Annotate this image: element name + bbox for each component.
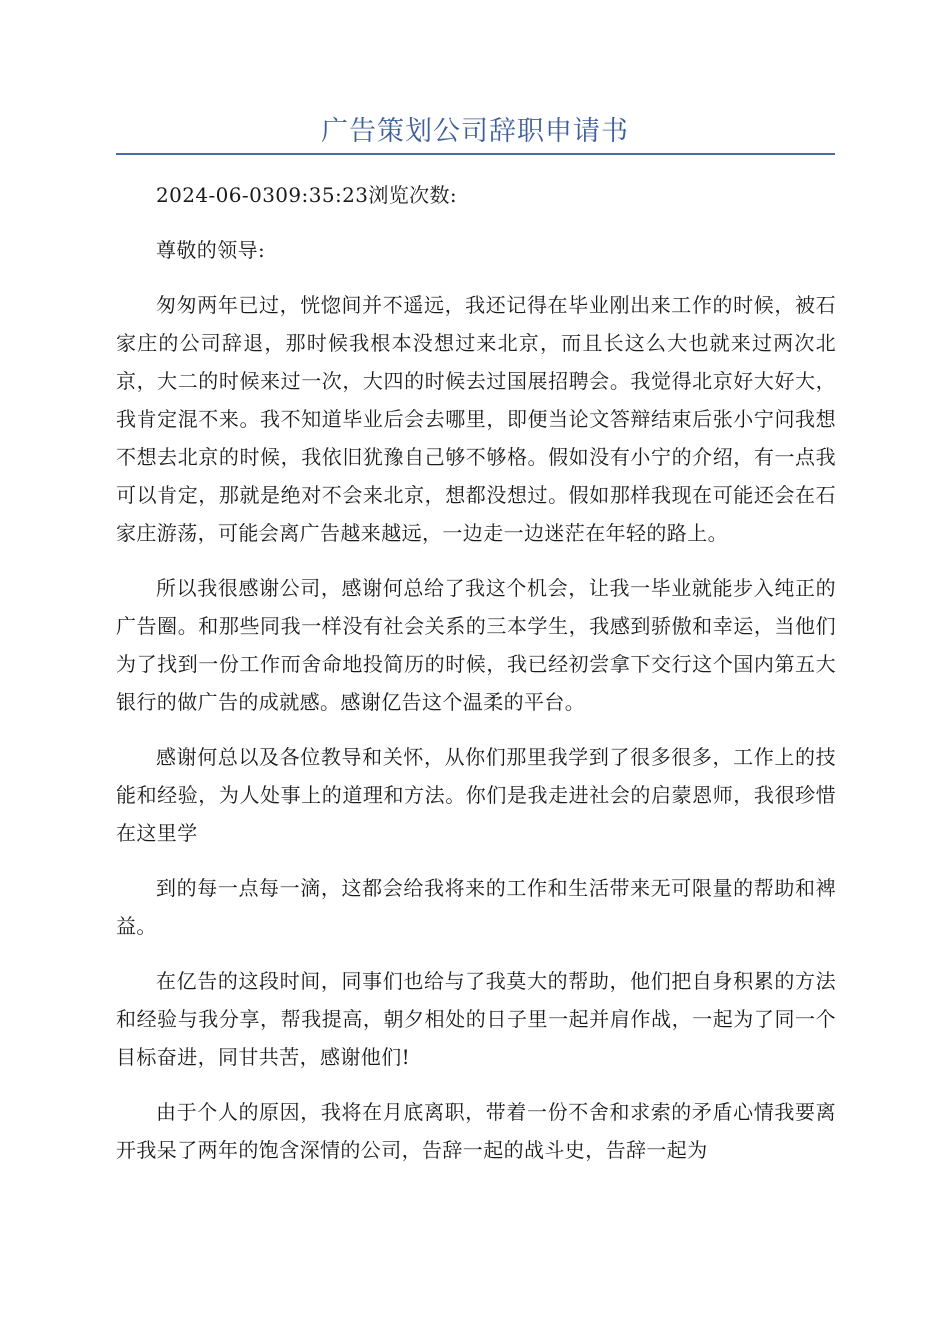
document-body: [116, 176, 836, 1186]
meta-line: 2024-06-0309:35:23浏览次数:: [156, 183, 458, 207]
paragraph: 感谢何总以及各位教导和关怀，从你们那里我学到了很多很多，工作上的技能和经验，为人处事上的道理和方法。你们是我走进社会的启蒙恩师，我很珍惜在这里学: [116, 745, 836, 845]
paragraph: 所以我很感谢公司，感谢何总给了我这个机会，让我一毕业就能步入纯正的广告圈。和那些同我一样没有社会关系的三本学生，我感到骄傲和幸运，当他们为了找到一份工作而舍命地投简历的时候，我已经初尝拿下交行这个国内第五大银行的做广告的成就感。感谢亿告这个温柔的平台。: [116, 576, 836, 714]
paragraph: 到的每一点每一滴，这都会给我将来的工作和生活带来无可限量的帮助和裨益。: [116, 876, 836, 938]
document-title: 广告策划公司辞职申请书: [321, 116, 629, 147]
title-underline: [116, 153, 835, 155]
paragraph: 匆匆两年已过，恍惚间并不遥远，我还记得在毕业刚出来工作的时候，被石家庄的公司辞退，那时候我根本没想过来北京，而且长这么大也就来过两次北京，大二的时候来过一次，大四的时候去过国展招聘会。我觉得北京好大好大，我肯定混不来。我不知道毕业后会去哪里，即便当论文答辩结束后张小宁问我想不想去北京的时候，我依旧犹豫自己够不够格。假如没有小宁的介绍，有一点我可以肯定，那就是绝对不会来北京，想都没想过。假如那样我现在可能还会在石家庄游荡，可能会离广告越来越远，一边走一边迷茫在年轻的路上。: [116, 293, 836, 545]
salutation: 尊敬的领导:: [156, 238, 266, 262]
paragraph: 由于个人的原因，我将在月底离职，带着一份不舍和求索的矛盾心情我要离开我呆了两年的饱含深情的公司，告辞一起的战斗史，告辞一起为: [116, 1100, 836, 1162]
paragraph: 在亿告的这段时间，同事们也给与了我莫大的帮助，他们把自身积累的方法和经验与我分享，帮我提高，朝夕相处的日子里一起并肩作战，一起为了同一个目标奋进，同甘共苦，感谢他们!: [116, 969, 836, 1069]
